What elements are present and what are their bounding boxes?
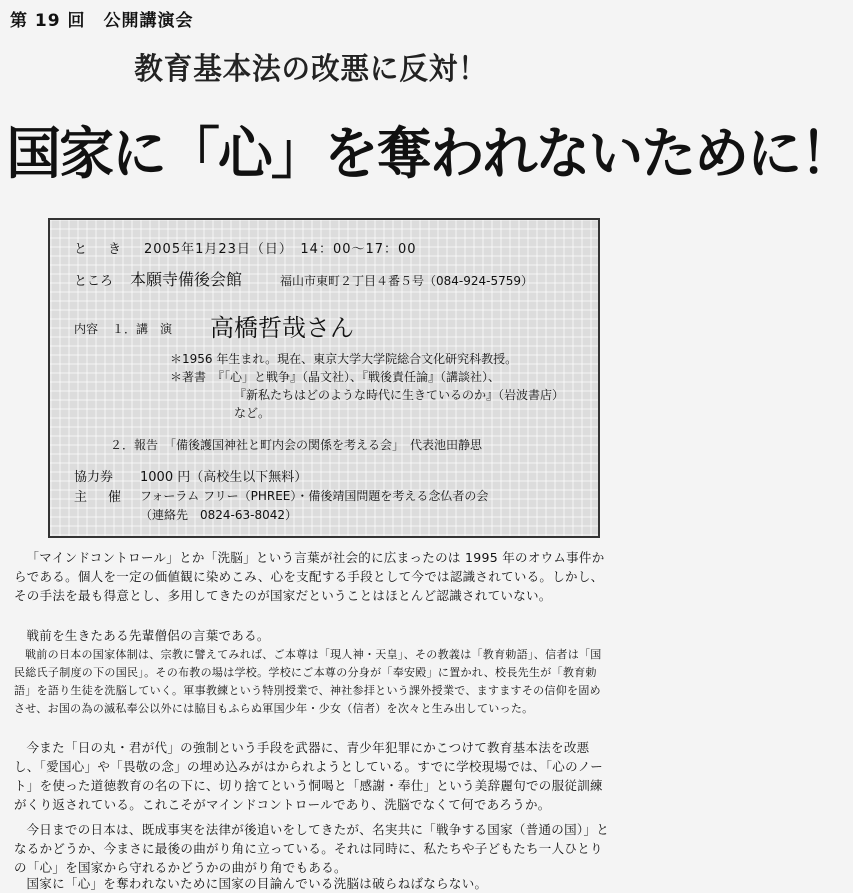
paragraph-1: 「マインドコントロール」とか「洗脳」という言葉が社会的に広まったのは 1995 年のオウム事件からである。個人を一定の価値観に染めこみ、心を支配する手段として今では認識されている。しかし、その手法を最も得意とし、多用してきたのが国家だということはほとんど認識されていない。 [14,550,605,603]
speaker-bio-line-3: 『新私たちはどのような時代に生きているのか』（岩波書店） [234,388,565,402]
where-label: ところ [74,274,114,289]
when-value: 2005年1月23日（日） 14：00～17：00 [144,242,417,257]
event-heading: 第 19 回 公開講演会 [10,11,194,31]
speaker-bio-line-2: ＊著書 『「心」と戦争』（晶文社）、『戦後責任論』（講談社）、 [170,370,501,384]
venue-address: 福山市東町２丁目４番５号（084-924-5759） [280,274,534,288]
speaker-name: 高橋哲哉さん [210,314,354,342]
fee-label: 協力券 [74,470,114,485]
speaker-bio-line-1: ＊1956 年生まれ。現在、東京大学大学院総合文化研究科教授。 [170,352,518,366]
host-value: フォーラム フリー（PHREE）・備後靖国問題を考える念仏者の会 [140,489,489,503]
paragraph-3: 戦前の日本の国家体制は、宗教に譬えてみれば、ご本尊は「現人神・天皇」、その教義は「教育勅語」、信者は「国民総氏子制度の下の国民」。その布教の場は学校。学校にご本尊の分身が「奉安殿」に置かれ、校長先生が「教育勅語」を語り生徒を洗脳していく。軍事教練という特別授業で、神社参拝という課外授業で、ますますその信仰を固めさせ、お国の為の滅私奉公以外には脇目もふらぬ軍国少年・少女（信者）を次々と生み出していった。 [14,648,602,715]
speaker-bio-line-4: など。 [234,406,271,420]
report-item: ２．報告 「備後護国神社と町内会の関係を考える会」 代表池田静思 [110,438,483,452]
subtitle: 教育基本法の改悪に反対！ [134,52,488,87]
paragraph-4: 今また「日の丸・君が代」の強制という手段を武器に、青少年犯罪にかこつけて教育基本法を改悪し、「愛国心」や「畏敬の念」の埋め込みがはかられようとしている。すでに学校現場では、「心のノート」を使った道徳教育の名の下に、切り捨てという恫喝と「感謝・奉仕」という美辞麗句での服従訓練がくり返されている。これこそがマインドコントロールであり、洗脳でなくて何であろうか。 [14,740,604,812]
content-label: 内容 [74,322,99,336]
page-title: 国家に「心」を奪われないために！ [6,122,853,187]
paragraph-2: 戦前を生きたある先輩僧侶の言葉である。 [26,628,270,643]
venue-name: 本願寺備後会館 [130,270,243,289]
contact-info: （連絡先 0824-63-8042） [140,508,298,522]
paragraph-6: 国家に「心」を奪われないために国家の目論んでいる洗脳は破らねばならない。 [26,876,488,891]
paragraph-5: 今日までの日本は、既成事実を法律が後追いをしてきたが、名実共に「戦争する国家（普通の国）」となるかどうか、今まさに最後の曲がり角に立っている。それは同時に、私たちや子どもたち一人ひとりの「心」を国家から守れるかどうかの曲がり角でもある。 [14,822,610,875]
lecture-label: １．講 演 [112,322,173,336]
event-info-box [48,218,600,538]
fee-value: 1000 円（高校生以下無料） [140,470,308,485]
when-label: と き [74,242,126,257]
host-label: 主 催 [74,490,126,505]
